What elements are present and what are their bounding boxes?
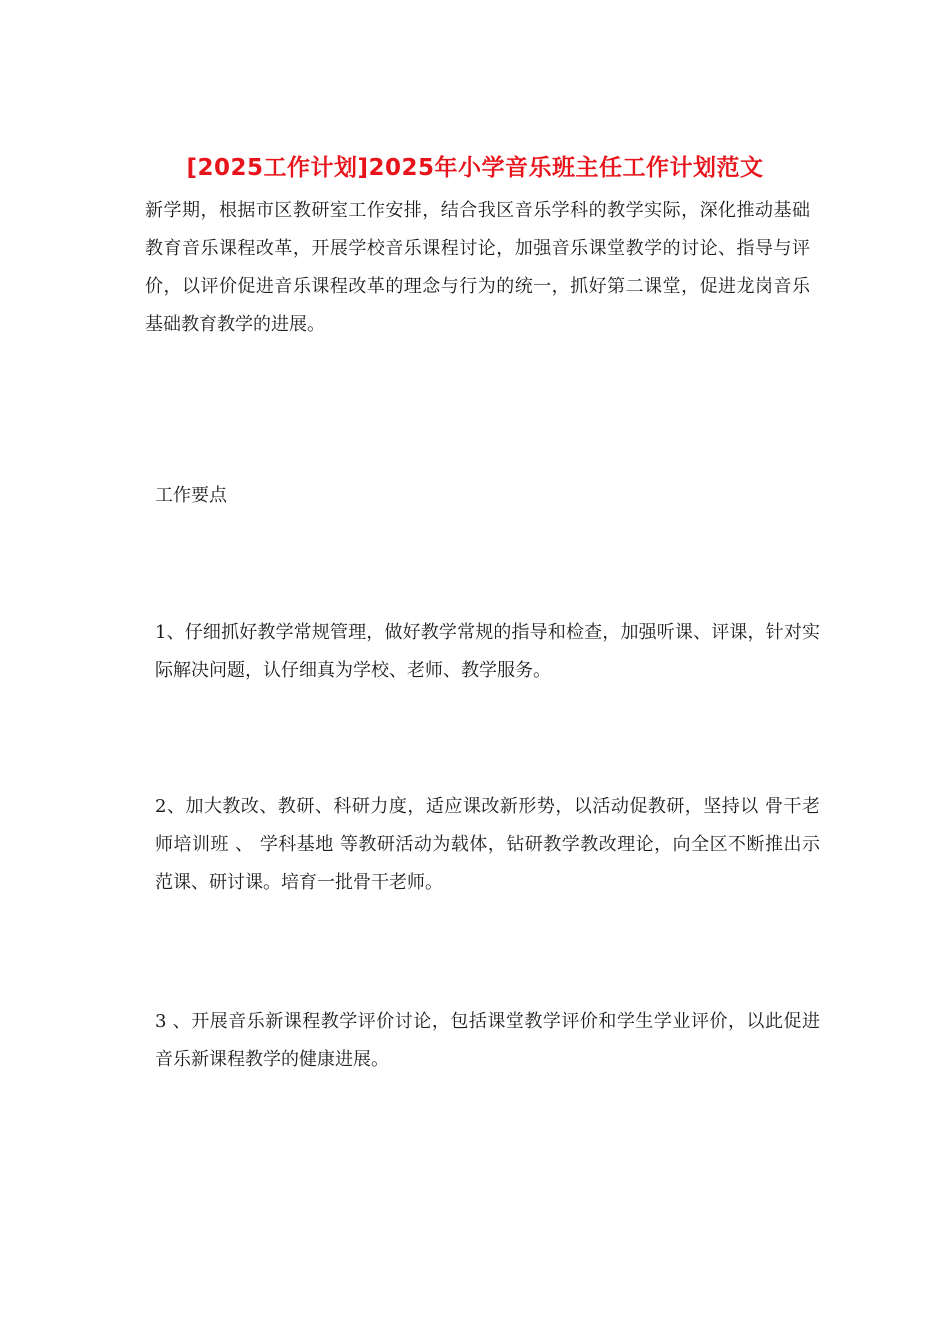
work-item-3: 3 、开展音乐新课程教学评价讨论，包括课堂教学评价和学生学业评价，以此促进音乐新课程教学的健康进展。: [155, 1011, 820, 1070]
section-heading: 工作要点: [155, 485, 227, 506]
intro-paragraph: 新学期，根据市区教研室工作安排，结合我区音乐学科的教学实际，深化推动基础教育音乐课程改革，开展学校音乐课程讨论，加强音乐课堂教学的讨论、指导与评价，以评价促进音乐课程改革的理念与行为的统一，抓好第二课堂，促进龙岗音乐基础教育教学的进展。: [145, 200, 810, 335]
work-item-2: 2、加大教改、教研、科研力度，适应课改新形势，以活动促教研，坚持以 骨干老师培训班 、 学科基地 等教研活动为载体，钻研教学教改理论，向全区不断推出示范课、研讨课。培育一批骨干老师。: [155, 796, 820, 893]
work-item-1: 1、仔细抓好教学常规管理，做好教学常规的指导和检查，加强听课、评课，针对实际解决问题，认仔细真为学校、老师、教学服务。: [155, 622, 820, 681]
document-title: [2025工作计划]2025年小学音乐班主任工作计划范文: [186, 155, 764, 181]
